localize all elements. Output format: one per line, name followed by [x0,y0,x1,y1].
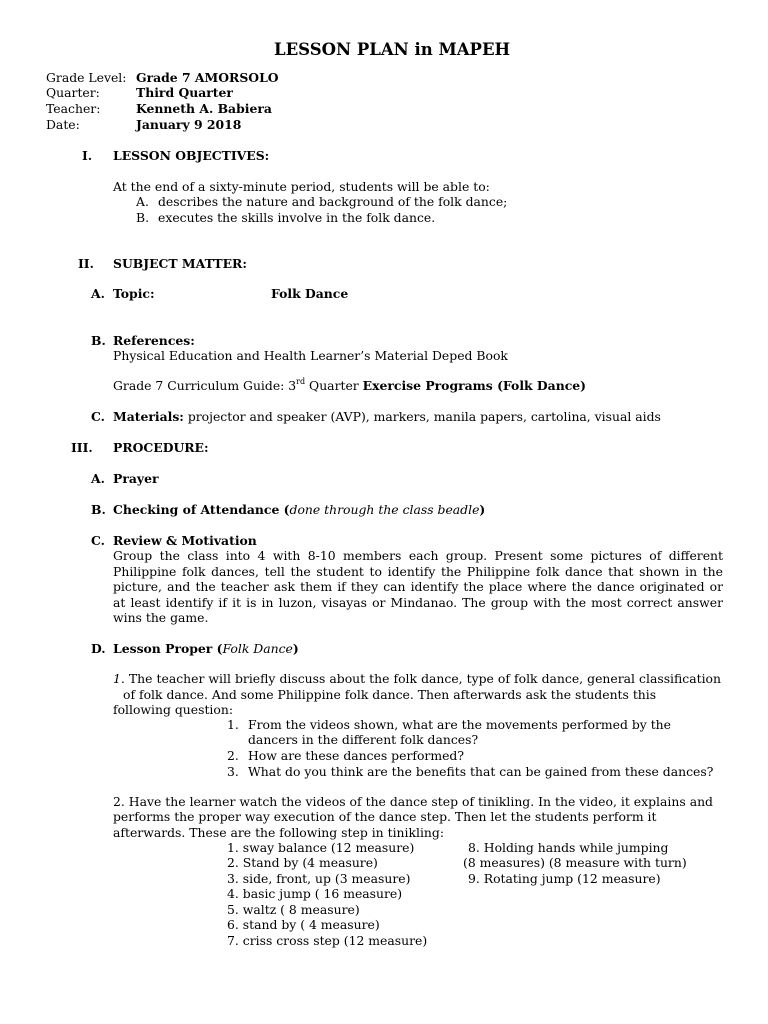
objectives-intro: At the end of a sixty-minute period, students will be able to: [113,179,490,194]
paragraph-text: The teacher will briefly discuss about the folk dance, type of folk dance, general classification [124,671,721,686]
lesson-proper-text: Lesson Proper ( [113,641,223,656]
tinikling-step: 7. criss cross step (12 measure) [227,933,428,948]
tinikling-step: (8 measures) (8 measure with turn) [463,855,687,870]
references-label: References: [113,333,195,348]
topic-label: Topic: [113,286,155,301]
item-letter: D. [91,641,106,656]
grade-level-value: Grade 7 AMORSOLO [136,70,279,85]
paragraph-line: at least identify if it is in luzon, visayas or Mindanao. The group with the most correct answer [113,595,723,610]
paragraph-line: wins the game. [113,610,209,625]
quarter-value: Third Quarter [136,85,233,100]
lesson-proper-close: ) [292,641,299,656]
quarter-label: Quarter: [46,85,100,100]
paragraph-line: following question: [113,702,234,717]
reference-text: Quarter [305,378,363,393]
tinikling-step: 4. basic jump ( 16 measure) [227,886,403,901]
page-title: LESSON PLAN in MAPEH [274,40,511,59]
reference-text: Grade 7 Curriculum Guide: 3 [113,378,297,393]
reference-bold-text: Exercise Programs (Folk Dance) [362,378,586,393]
question-text: How are these dances performed? [248,748,464,763]
grade-level-label: Grade Level: [46,70,127,85]
reference-line: Physical Education and Health Learner’s Material Deped Book [113,348,508,363]
section-heading-procedure: PROCEDURE: [113,440,209,455]
paragraph-line: performs the proper way execution of the dance step. Then let the students perform it [113,809,657,824]
prayer-heading: Prayer [113,471,159,486]
section-number: I. [82,148,93,163]
paragraph-line: of folk dance. And some Philippine folk dance. Then afterwards ask the students this [123,687,657,702]
ordinal-suffix: rd [296,377,306,386]
teacher-value: Kenneth A. Babiera [136,101,272,116]
paragraph-line: afterwards. These are the following step in tinikling: [113,825,444,840]
item-letter: B. [91,502,106,517]
section-number: III. [71,440,93,455]
question-text: What do you think are the benefits that can be gained from these dances? [248,764,714,779]
tinikling-step: 9. Rotating jump (12 measure) [468,871,661,886]
paragraph-line: 2. Have the learner watch the videos of the dance step of tinikling. In the video, it explains and [113,794,713,809]
paragraph-line: picture, and the teacher ask them if they can identify the place where the dance originated or [113,579,723,594]
date-value: January 9 2018 [136,117,242,132]
paragraph-line: Philippine folk dances, tell the student to identify the Philippine folk dance that shown in the [113,564,723,579]
tinikling-step: 6. stand by ( 4 measure) [227,917,380,932]
objective-text: describes the nature and background of the folk dance; [158,194,508,209]
question-number: 3. [227,764,239,779]
attendance-heading [113,504,485,516]
materials-line [113,411,661,423]
item-letter: C. [91,533,105,548]
tinikling-step: 3. side, front, up (3 measure) [227,871,411,886]
tinikling-step: 2. Stand by (4 measure) [227,855,378,870]
item-letter: A. [91,286,105,301]
attendance-note: done through the class beadle [289,502,480,517]
tinikling-step: 5. waltz ( 8 measure) [227,902,360,917]
topic-value: Folk Dance [271,286,349,301]
lesson-proper-topic: Folk Dance [222,641,293,656]
tinikling-step: 1. sway balance (12 measure) [227,840,415,855]
tinikling-step: 8. Holding hands while jumping [468,840,669,855]
materials-value: projector and speaker (AVP), markers, manila papers, cartolina, visual aids [183,409,661,424]
section-number: II. [78,256,94,271]
objective-text: executes the skills involve in the folk dance. [158,210,436,225]
item-letter: C. [91,409,105,424]
materials-label: Materials: [113,409,184,424]
objective-letter: A. [136,194,149,209]
reference-line [113,377,586,393]
question-text: From the videos shown, what are the movements performed by the [248,717,671,732]
section-heading-subject-matter: SUBJECT MATTER: [113,256,247,271]
objective-letter: B. [136,210,150,225]
section-heading-objectives: LESSON OBJECTIVES: [113,148,270,163]
date-label: Date: [46,117,80,132]
teacher-label: Teacher: [46,101,101,116]
question-number: 2. [227,748,239,763]
question-number: 1. [227,717,239,732]
step-number: 1. [113,671,125,686]
paragraph-line: Group the class into 4 with 8-10 members each group. Present some pictures of different [113,548,723,563]
review-motivation-heading: Review & Motivation [113,533,257,548]
attendance-text: Checking of Attendance ( [113,502,290,517]
question-text: dancers in the different folk dances? [248,732,479,747]
paragraph-line [113,673,721,685]
lesson-proper-heading [113,643,299,655]
attendance-close: ) [479,502,486,517]
item-letter: A. [91,471,105,486]
item-letter: B. [91,333,106,348]
